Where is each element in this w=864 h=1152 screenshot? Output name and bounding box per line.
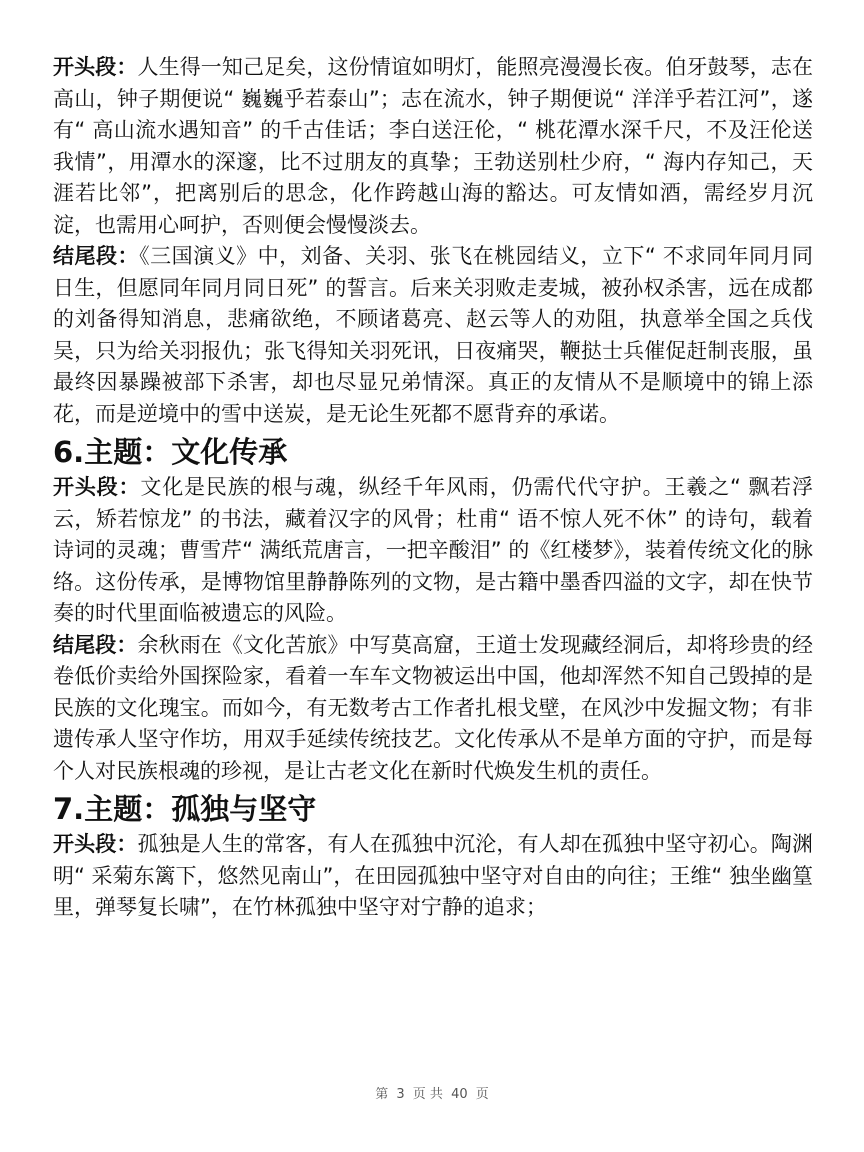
total-page-count: 40: [451, 1087, 468, 1102]
footer-mid: 页 共: [412, 1087, 443, 1102]
paragraph-culture-opening: [53, 472, 813, 630]
paragraph-body: 人生得一知己足矣，这份情谊如明灯，能照亮漫漫长夜。伯牙鼓琴，志在高山，钟子期便说“ 巍巍乎若泰山”；志在流水，钟子期便说“ 洋洋乎若江河”，遂有“ 高山流水遇知音” 的千古佳话；李白送汪伦，“ 桃花潭水深千尺，不及汪伦送我情”，用潭水的深邃，比不过朋友的真挚；王勃送别杜少府，“ 海内存知己，天涯若比邻”，把离别后的思念，化作跨越山海的豁达。可友情如酒，需经岁月沉淀，也需用心呵护，否则便会慢慢淡去。: [53, 55, 814, 237]
page-footer: [0, 1083, 864, 1102]
paragraph-body: 《三国演义》中，刘备、关羽、张飞在桃园结义，立下“ 不求同年同月同日生，但愿同年同月同日死” 的誓言。后来关羽败走麦城，被孙权杀害，远在成都的刘备得知消息，悲痛欲绝，不顾诸葛亮、赵云等人的劝阻，执意举全国之兵伐吴，只为给关羽报仇；张飞得知关羽死讯，日夜痛哭，鞭挞士兵催促赶制丧服，虽最终因暴躁被部下杀害，却也尽显兄弟情深。真正的友情从不是顺境中的锦上添花，而是逆境中的雪中送炭，是无论生死都不愿背弃的承诺。: [53, 244, 814, 426]
paragraph-friendship-closing: [53, 241, 813, 430]
current-page-number: 3: [396, 1087, 405, 1102]
section-heading-6: 6.主题：文化传承: [53, 435, 288, 469]
footer-suffix: 页: [475, 1087, 489, 1102]
paragraph-lead-label: 结尾段：: [53, 632, 138, 657]
paragraph-lead-label: 开头段：: [53, 55, 138, 79]
paragraph-body: 文化是民族的根与魂，纵经千年风雨，仍需代代守护。王羲之“ 飘若浮云，矫若惊龙” 的书法，藏着汉字的风骨；杜甫“ 语不惊人死不休” 的诗句，载着诗词的灵魂；曹雪芹“ 满纸荒唐言，一把辛酸泪” 的《红楼梦》，装着传统文化的脉络。这份传承，是博物馆里静静陈列的文物，是古籍中墨香四溢的文字，却在快节奏的时代里面临被遗忘的风险。: [53, 475, 814, 625]
paragraph-culture-closing: [53, 630, 813, 788]
document-page: [53, 52, 813, 924]
paragraph-lead-label: 结尾段：: [53, 244, 140, 268]
footer-prefix: 第: [375, 1087, 389, 1102]
paragraph-solitude-opening: [53, 829, 813, 924]
section-heading-7: 7.主题：孤独与坚守: [53, 792, 317, 826]
paragraph-friendship-opening: [53, 52, 813, 241]
paragraph-lead-label: 开头段：: [53, 475, 141, 499]
paragraph-body: 余秋雨在《文化苦旅》中写莫高窟，王道士发现藏经洞后，却将珍贵的经卷低价卖给外国探险家，看着一车车文物被运出中国，他却浑然不知自己毁掉的是民族的文化瑰宝。而如今，有无数考古工作者扎根戈壁，在风沙中发掘文物；有非遗传承人坚守作坊，用双手延续传统技艺。文化传承从不是单方面的守护，而是每个人对民族根魂的珍视，是让古老文化在新时代焕发生机的责任。: [53, 632, 814, 783]
paragraph-lead-label: 开头段：: [53, 832, 138, 856]
paragraph-body: 孤独是人生的常客，有人在孤独中沉沦，有人却在孤独中坚守初心。陶渊明“ 采菊东篱下，悠然见南山”，在田园孤独中坚守对自由的向往；王维“ 独坐幽篁里，弹琴复长啸”，在竹林孤独中坚守对宁静的追求；: [53, 832, 814, 919]
